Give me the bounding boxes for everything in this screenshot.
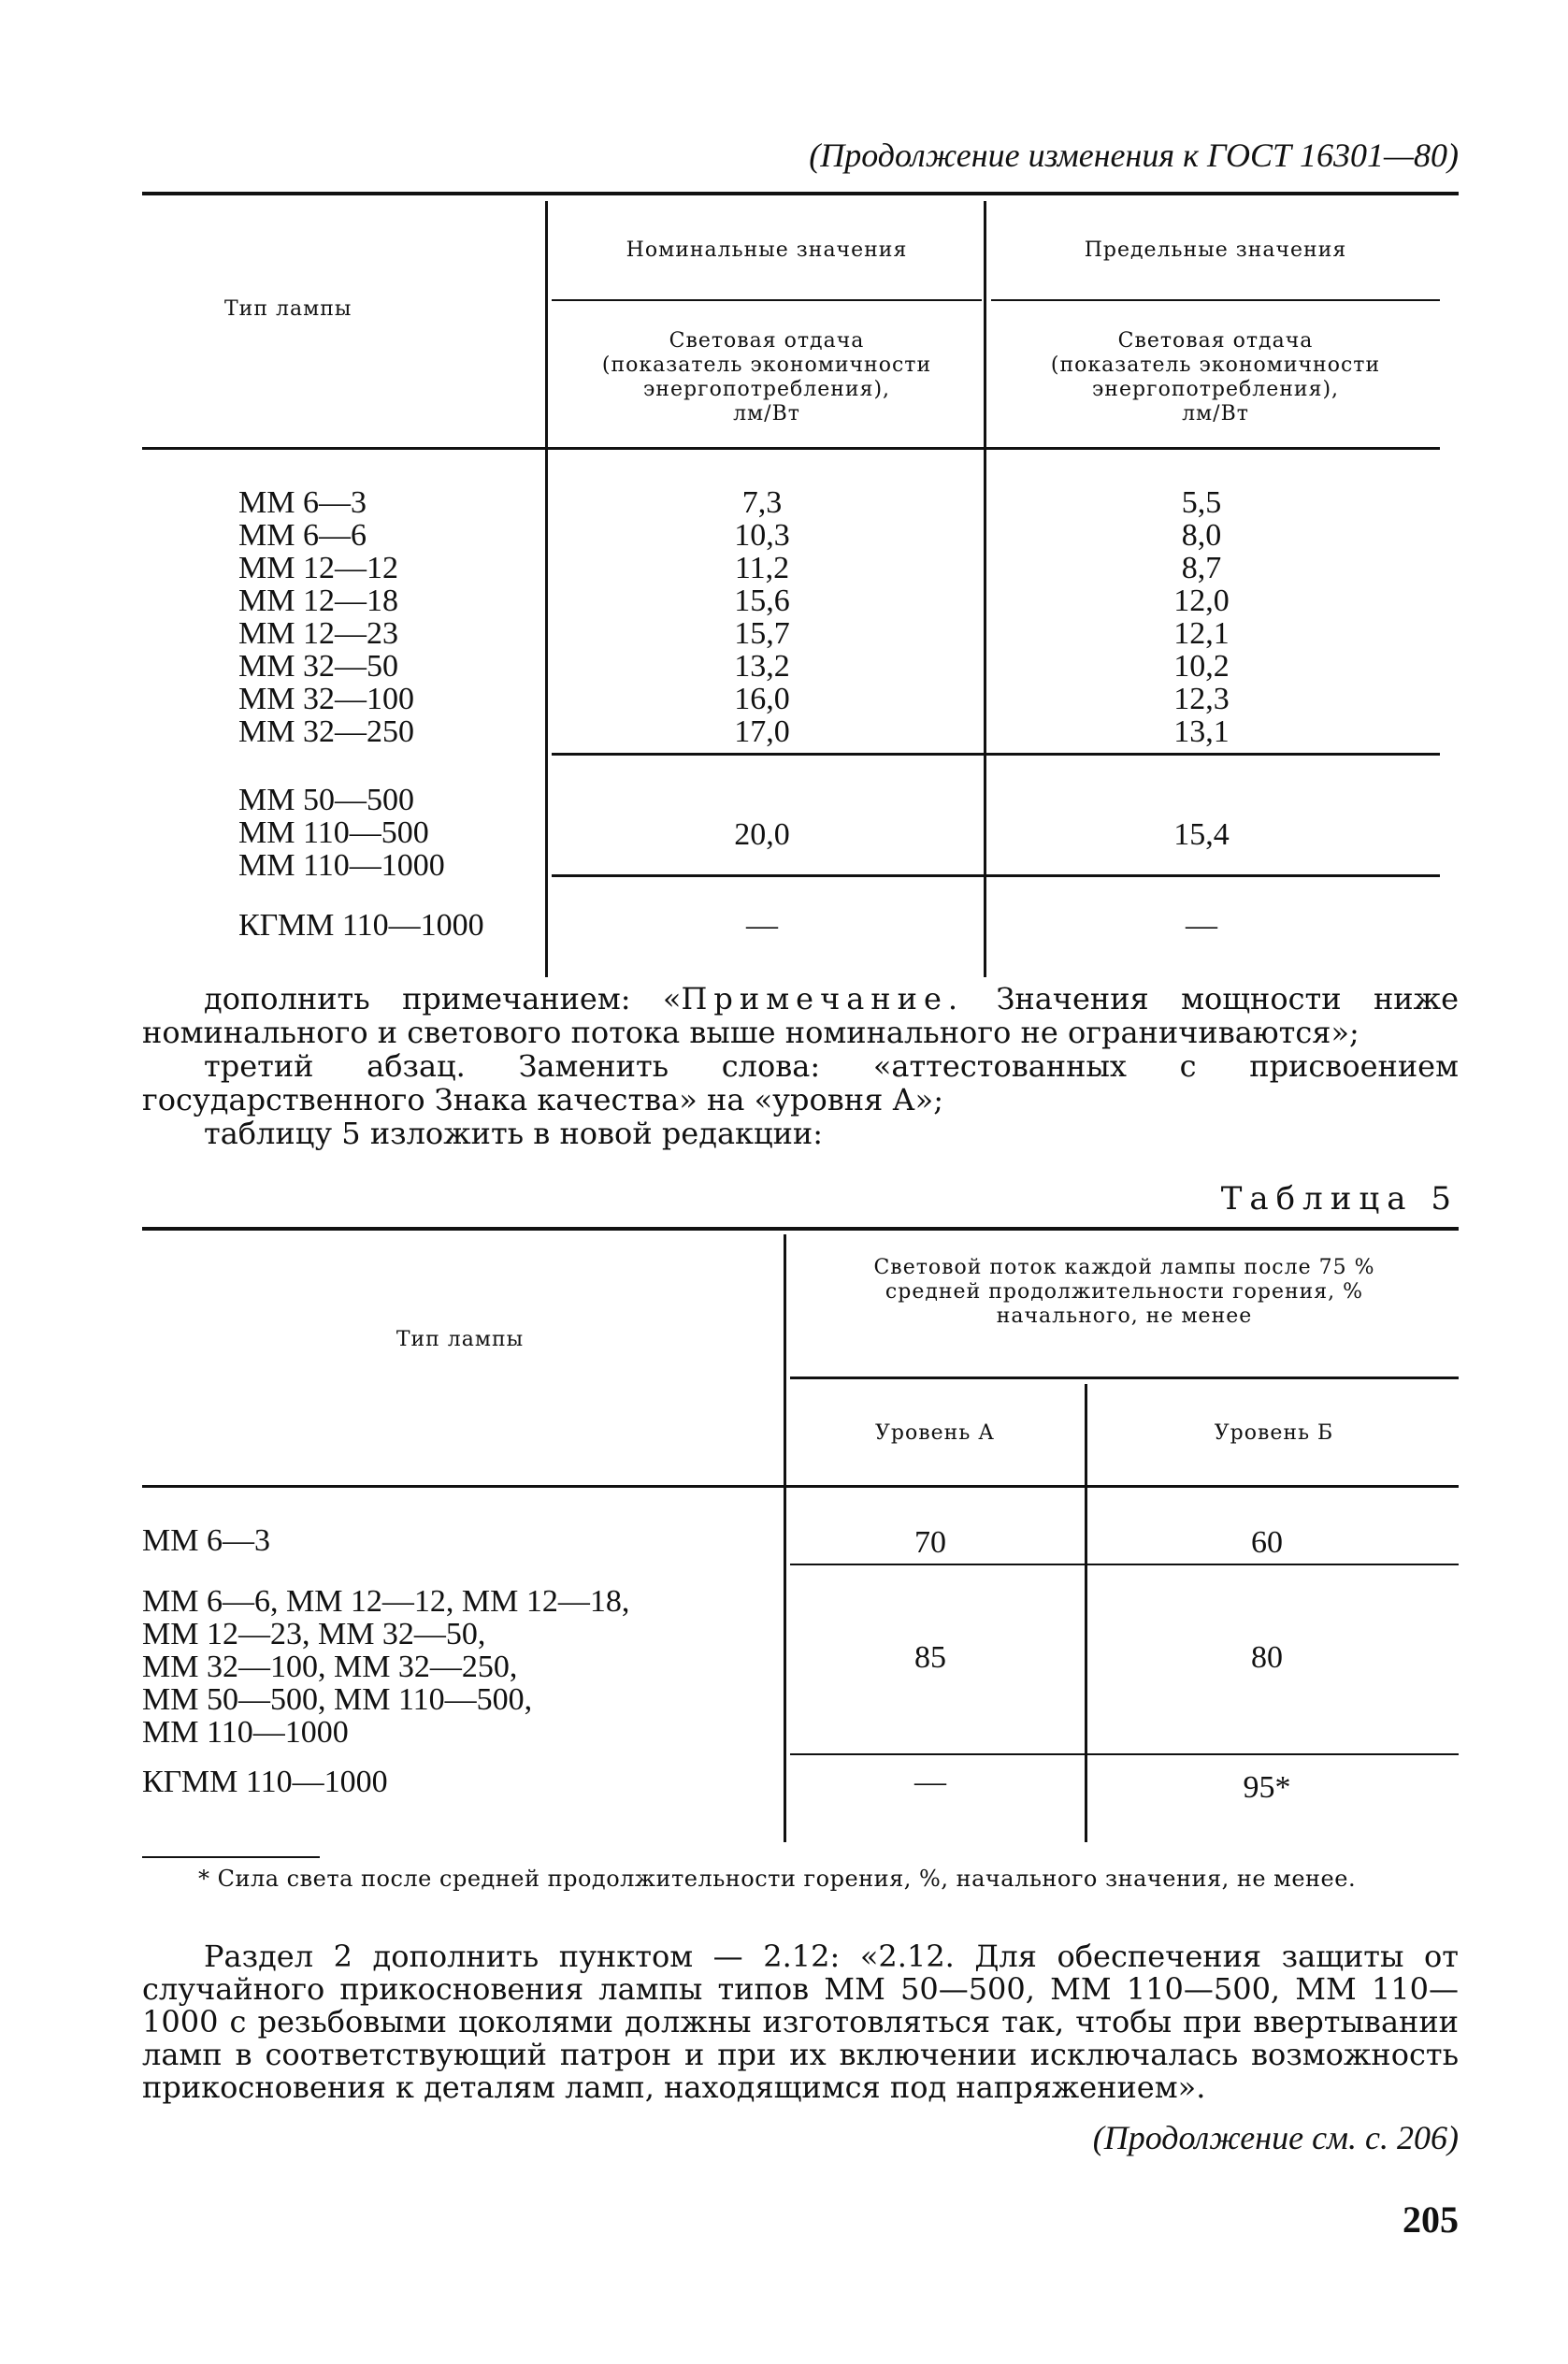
table5-row3-a: — — [914, 1765, 946, 1799]
table-row: ММ 6—3 — [238, 485, 367, 520]
table-row: КГММ 110—1000 — [142, 1765, 388, 1799]
continuation-header: (Продолжение изменения к ГОСТ 16301—80) — [809, 137, 1459, 174]
table1-group2-nominal: 20,0 — [734, 817, 790, 852]
table-row: ММ 32—100 — [238, 682, 414, 716]
table-row: ММ 6—6 — [238, 518, 367, 553]
table5-row2-a: 85 — [914, 1640, 946, 1675]
table-row: ММ 12—18 — [238, 584, 398, 618]
table1-group1-limit: 5,5 8,0 8,7 12,0 12,1 10,2 12,3 13,1 — [1173, 485, 1230, 749]
table1-group3-limit: — — [1186, 908, 1217, 943]
table-row: ММ 32—250 — [238, 714, 414, 749]
table1-sub-limit: Световая отдача (показатель экономичности энергопотребления), лм/Вт — [1050, 329, 1381, 425]
table1-group2-types — [238, 784, 445, 882]
table5-row1-a: 70 — [914, 1525, 946, 1560]
table-row: ММ 6—3 — [142, 1523, 270, 1558]
table5-row2-b: 80 — [1251, 1640, 1283, 1675]
table5-col-type: Тип лампы — [396, 1328, 525, 1351]
table1-sub-nominal: Световая отдача (показатель экономичности энергопотребления), лм/Вт — [601, 329, 932, 425]
footnote: * Сила света после средней продолжительности горения, %, начального значения, не менее. — [198, 1866, 1357, 1892]
table5-row3-b: 95* — [1243, 1770, 1291, 1805]
table-row: ММ 110—500 — [238, 815, 429, 850]
table1-col-limit: Предельные значения — [1084, 238, 1347, 262]
paragraph-note: дополнить примечанием: «Примечание. Значения мощности ниже номинального и светового потока выше номинального не ограничиваются»; — [142, 981, 1460, 1050]
table1-col-nominal: Номинальные значения — [626, 238, 908, 262]
note-word: Примечание. — [681, 981, 965, 1016]
table1-group2-limit: 15,4 — [1173, 817, 1230, 852]
table-row: ММ 12—12 — [238, 551, 398, 585]
table1-col-type: Тип лампы — [224, 297, 352, 321]
table-row: ММ 50—500 — [238, 783, 414, 817]
table-row: ММ 12—23 — [238, 616, 398, 651]
table5-row1-b: 60 — [1251, 1525, 1283, 1560]
continuation-footer: (Продолжение см. с. 206) — [1092, 2119, 1459, 2156]
table5-caption: Таблица 5 — [1220, 1180, 1459, 1218]
section-2-addition: Раздел 2 дополнить пунктом — 2.12: «2.12. Для обеспечения защиты от случайного прикосновения лампы типов ММ 50—500, ММ 110—500, ММ 110—1000 с резьбовыми цоколями должны изготовляться так, чтобы при ввертывании ламп в соответствующий патрон и при их включении исключалась возможность прикосновения к деталям ламп, находящимся под напряжением». — [142, 1939, 1459, 2105]
paragraph-third: третий абзац. Заменить слова: «аттестованных с присвоением государственного Знака качества» на «уровня А»; — [142, 1048, 1459, 1117]
table1-group1-nominal: 7,3 10,3 11,2 15,6 15,7 13,2 16,0 17,0 — [734, 485, 790, 749]
page-number: 205 — [1403, 2198, 1459, 2241]
table5-col-flux: Световой поток каждой лампы после 75 % средней продолжительности горения, % начального, не менее — [873, 1256, 1375, 1328]
table5-col-a: Уровень А — [875, 1421, 995, 1445]
table-row: ММ 110—1000 — [238, 848, 445, 883]
table-row: ММ 6—6, ММ 12—12, ММ 12—18, ММ 12—23, ММ 32—50, ММ 32—100, ММ 32—250, ММ 50—500, ММ 110—500, ММ 110—1000 — [142, 1584, 630, 1750]
paragraph-table5-intro: таблицу 5 изложить в новой редакции: — [204, 1116, 824, 1151]
table-row: ММ 32—50 — [238, 649, 398, 684]
table1-group3-nominal: — — [746, 908, 778, 943]
table5-col-b: Уровень Б — [1214, 1421, 1334, 1445]
table1-group3-type: КГММ 110—1000 — [238, 908, 484, 943]
table1-group1-types — [238, 486, 414, 748]
